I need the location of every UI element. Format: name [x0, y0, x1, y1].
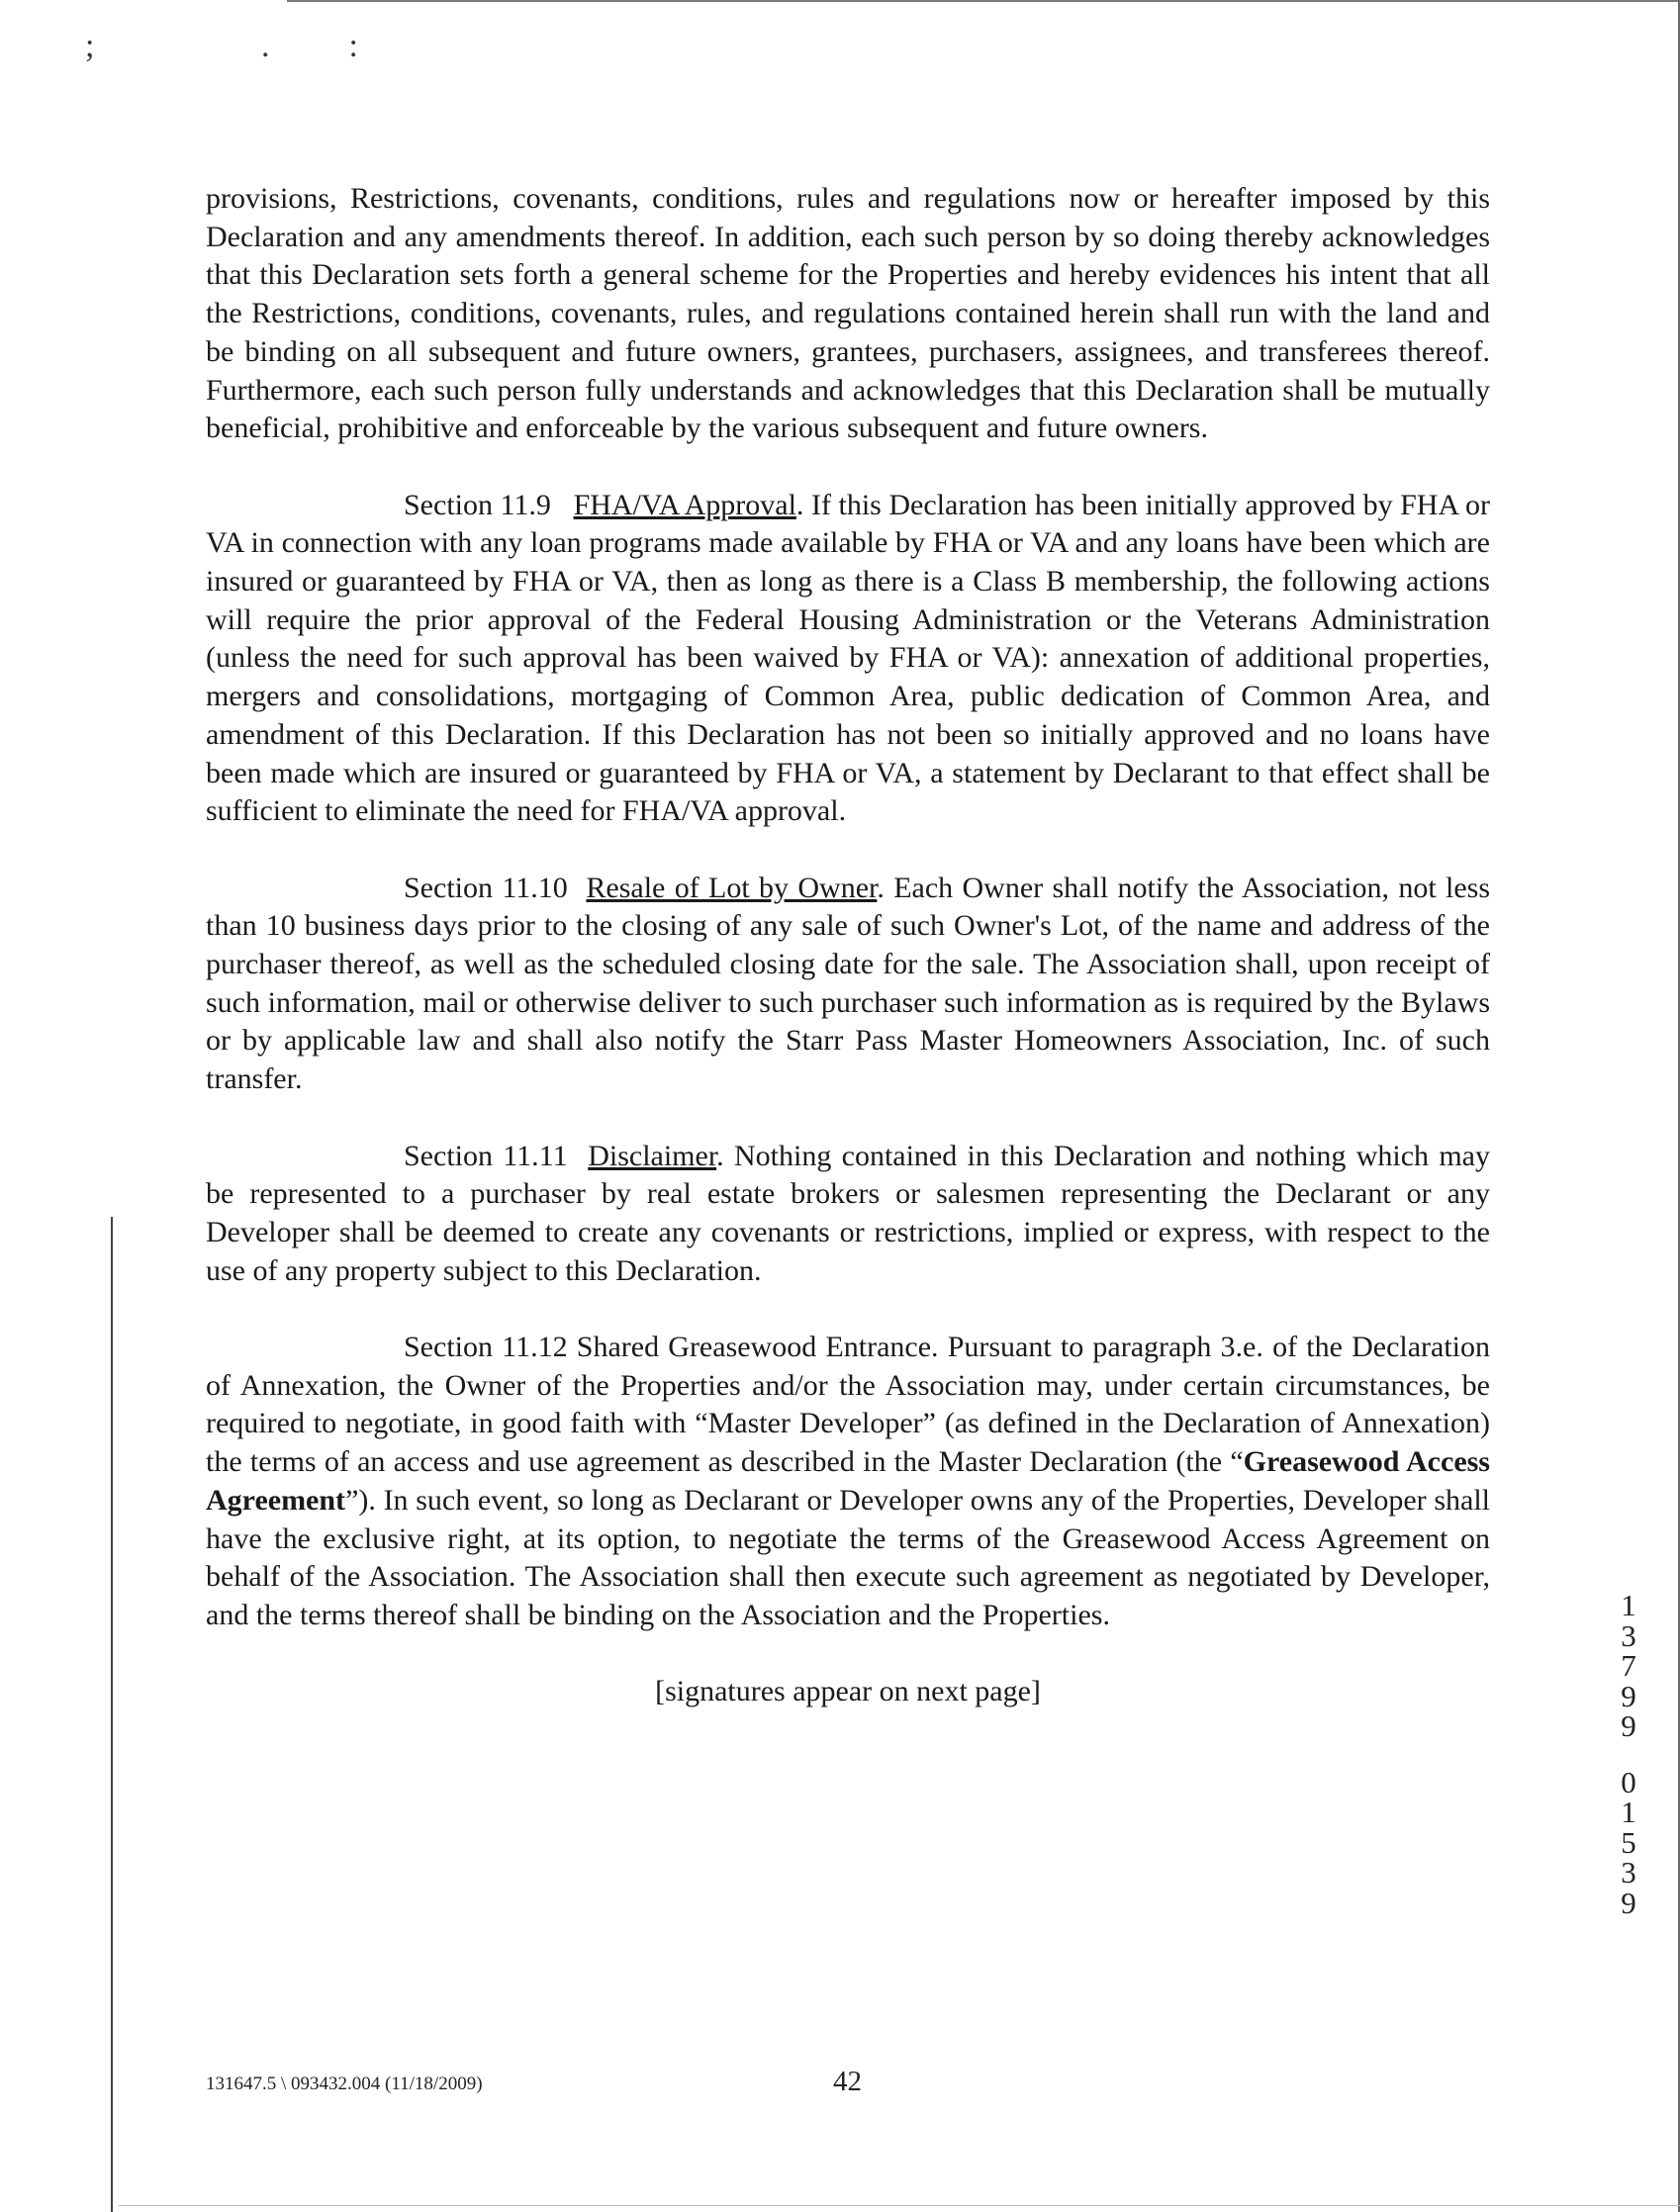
- recording-digit: 3: [1621, 1855, 1636, 1889]
- section-11-11: [206, 1138, 1490, 1291]
- section-11-12: [206, 1329, 1490, 1635]
- section-label: Section 11.11: [404, 1139, 568, 1172]
- recording-digit: 0: [1621, 1764, 1636, 1799]
- section-heading: Resale of Lot by Owner: [586, 871, 878, 904]
- recording-digit: 1: [1621, 1588, 1636, 1622]
- section-11-10: [206, 870, 1490, 1099]
- recording-digit: 1: [1621, 1795, 1636, 1829]
- section-label: Section 11.9: [404, 488, 551, 521]
- section-label: Section 11.12: [404, 1331, 568, 1364]
- document-body: [206, 180, 1490, 1711]
- section-text: . Each Owner shall notify the Association, not less than 10 business days prior to the closing of any sale of such Owner's Lot, of the name and address of the purchaser thereof, as well as the scheduled closing date for the sale. The Association shall, upon receipt of such information, mail or otherwise deliver to such purchaser such information as is required by the Bylaws or by applicable law and shall also notify the Starr Pass Master Homeowners Association, Inc. of such transfer.: [206, 871, 1490, 1096]
- section-heading: Shared Greasewood Entrance: [576, 1331, 932, 1364]
- recording-digit: 9: [1621, 1708, 1636, 1743]
- recording-digit: 5: [1621, 1824, 1636, 1860]
- recording-number-stamp: [1609, 1588, 1648, 1920]
- page-number: 42: [833, 2066, 862, 2097]
- section-text: . If this Declaration has been initially approved by FHA or VA in connection with any loan programs made available by FHA or VA and any loans have been which are insured or guaranteed by FHA or VA, then as long as there is a Class B membership, the following actions will require the prior approval of the Federal Housing Administration or the Veterans Administration (unless the need for such approval has been waived by FHA or VA): annexation of additional properties, mergers and consolidations, mortgaging of Common Area, public dedication of Common Area, and amendment of this Declaration. If this Declaration has not been so initially approved and no loans have been made which are insured or guaranteed by FHA or VA, a statement by Declarant to that effect shall be sufficient to eliminate the need for FHA/VA approval.: [206, 488, 1491, 828]
- defined-term: Greasewood Access Agreement: [206, 1445, 1490, 1517]
- section-11-9: [206, 487, 1490, 831]
- section-heading: FHA/VA Approval: [573, 488, 796, 521]
- page-top-edge: [287, 0, 1680, 2]
- section-heading: Disclaimer: [588, 1139, 717, 1172]
- signatures-note: [signatures appear on next page]: [655, 1675, 1041, 1708]
- recording-digit: 9: [1621, 1885, 1636, 1920]
- recording-digit: 3: [1621, 1617, 1636, 1653]
- scan-marks: ; .:: [85, 28, 437, 64]
- scan-bottom-line: [119, 2205, 1680, 2206]
- recording-digit: 7: [1621, 1648, 1636, 1683]
- scan-left-line: [111, 1217, 113, 2212]
- section-text: . Nothing contained in this Declaration and nothing which may be represented to a purchaser by real estate brokers or salesmen representing the Declarant or any Developer shall be deemed to create any covenants or restrictions, implied or express, with respect to the use of any property subject to this Declaration.: [206, 1139, 1490, 1287]
- paragraph-continuation: provisions, Restrictions, covenants, conditions, rules and regulations now or hereafter imposed by this Declaration and any amendments thereof. In addition, each such person by so doing thereby acknowledges that this Declaration sets forth a general scheme for the Properties and hereby evidences his intent that all the Restrictions, conditions, covenants, rules, and regulations contained herein shall run with the land and be binding on all subsequent and future owners, grantees, purchasers, assignees, and transferees thereof. Furthermore, each such person fully understands and acknowledges that this Declaration shall be mutually beneficial, prohibitive and enforceable by the various subsequent and future owners.: [206, 182, 1490, 445]
- section-text-a: . Pursuant to paragraph 3.e. of the Declaration of Annexation, the Owner of the Properties and/or the Association may, under certain circumstances, be required to negotiate, in good faith with “Master Developer” (as defined in the Declaration of Annexation) the terms of an access and use agreement as described in the Master Declaration (the “: [206, 1331, 1491, 1479]
- section-label: Section 11.10: [404, 871, 568, 904]
- footer-document-id: 131647.5 \ 093432.004 (11/18/2009): [206, 2074, 483, 2094]
- section-text-b: ”). In such event, so long as Declarant or Developer owns any of the Properties, Developer shall have the exclusive right, at its option, to negotiate the terms of the Greasewood Access Agreement on behalf of the Association. The Association shall then execute such agreement as negotiated by Developer, and the terms thereof shall be binding on the Association and the Properties.: [206, 1483, 1490, 1631]
- recording-digit: 9: [1621, 1678, 1636, 1713]
